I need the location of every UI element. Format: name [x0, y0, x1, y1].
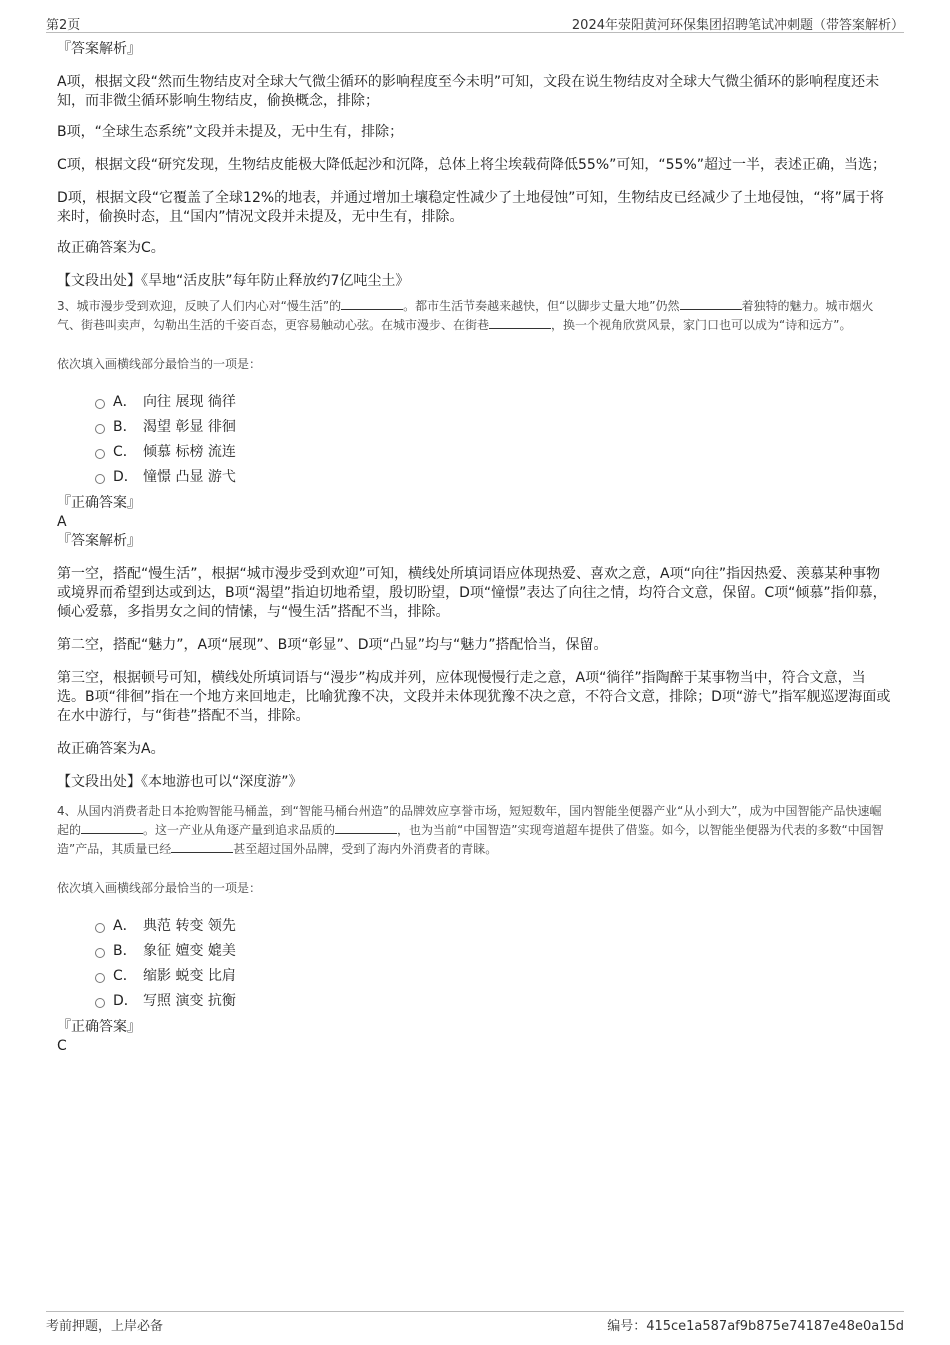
footer-serial: 编号：415ce1a587af9b875e74187e48e0a15d [607, 1319, 904, 1334]
q3-option-c[interactable]: C． 倾慕 标榜 流连 [95, 440, 893, 465]
q3-blank-2 [680, 297, 742, 310]
q4-option-d[interactable]: D． 写照 演变 抗衡 [95, 989, 893, 1014]
q3-stem-part1: 3、城市漫步受到欢迎，反映了人们内心对“慢生活”的 [57, 299, 342, 313]
q3-answer: A [57, 514, 67, 530]
q3-source: 【文段出处】《本地游也可以“深度游”》 [57, 774, 303, 790]
q4-option-a[interactable]: A． 典范 转变 领先 [95, 914, 893, 939]
q3-option-d[interactable]: D． 憧憬 凸显 游弋 [95, 465, 893, 490]
page-number: 第2页 [46, 18, 81, 33]
q2-source: 【文段出处】《旱地“活皮肤”每年防止释放约7亿吨尘土》 [57, 273, 410, 289]
q4-stem-part2: 。这一产业从角逐产量到追求品质的 [143, 823, 336, 837]
q3-conclusion: 故正确答案为A。 [57, 741, 165, 757]
footer-slogan: 考前押题，上岸必备 [46, 1319, 164, 1334]
q2-analysis-d: D项，根据文段“它覆盖了全球12%的地表，并通过增加土壤稳定性减少了土地侵蚀”可知，生物结皮已经减少了土地侵蚀，“将”属于将来时，偷换时态，且“国内”情况文段并未提及，无中生有，排除。 [57, 190, 884, 225]
q2-analysis-c: C项，根据文段“研究发现，生物结皮能极大降低起沙和沉降，总体上将尘埃载荷降低55%”可知，“55%”超过一半，表述正确，当选； [57, 157, 887, 173]
q2-analysis-a: A项，根据文段“然而生物结皮对全球大气微尘循环的影响程度至今未明”可知，文段在说生物结皮对全球大气微尘循环的影响程度还未知，而非微尘循环影响生物结皮，偷换概念，排除； [57, 74, 880, 109]
radio-icon[interactable] [95, 399, 105, 409]
q3-answer-heading: 『正确答案』 [57, 495, 141, 511]
q3-analysis-3: 第三空，根据顿号可知，横线处所填词语与“漫步”构成并列，应体现慢慢行走之意，A项“徜徉”指陶醉于某事物当中，符合文意，当选。B项“徘徊”指在一个地方来回地走，比喻犹豫不决，文段并未体现犹豫不决之意，不符合文意，排除；D项“游弋”指军舰巡逻海面或在水中游行，与“街巷”搭配不当，排除。 [57, 670, 891, 724]
q4-option-b[interactable]: B． 象征 嬗变 媲美 [95, 939, 893, 964]
q4-answer-heading: 『正确答案』 [57, 1019, 141, 1035]
q3-stem [57, 297, 893, 335]
q2-conclusion: 故正确答案为C。 [57, 240, 165, 256]
page-footer [46, 1311, 904, 1336]
q2-analysis-heading: 『答案解析』 [57, 41, 141, 57]
q4-blank-1 [81, 821, 143, 834]
q3-blank-1 [341, 297, 403, 310]
radio-icon[interactable] [95, 973, 105, 983]
radio-icon[interactable] [95, 923, 105, 933]
q3-analysis-2: 第二空，搭配“魅力”，A项“展现”、B项“彰显”、D项“凸显”均与“魅力”搭配恰当，保留。 [57, 637, 608, 653]
q4-stem [57, 802, 893, 859]
radio-icon[interactable] [95, 474, 105, 484]
q3-analysis-heading: 『答案解析』 [57, 533, 141, 549]
q3-analysis-1: 第一空，搭配“慢生活”，根据“城市漫步受到欢迎”可知，横线处所填词语应体现热爱、喜欢之意，A项“向往”指因热爱、羡慕某种事物或境界而希望到达或到达，B项“渴望”指迫切地希望，殷切盼望，D项“憧憬”表达了向往之情，均符合文意，保留。C项“倾慕”指仰慕，倾心爱慕，多指男女之间的情愫，与“慢生活”搭配不当，排除。 [57, 566, 887, 620]
document-title: 2024年荥阳黄河环保集团招聘笔试冲刺题（带答案解析） [571, 18, 904, 33]
q4-option-c[interactable]: C． 缩影 蜕变 比肩 [95, 964, 893, 989]
q3-option-a[interactable]: A． 向往 展现 徜徉 [95, 390, 893, 415]
q4-options [95, 914, 893, 1014]
q3-prompt: 依次填入画横线部分最恰当的一项是： [57, 357, 262, 371]
q4-stem-part4: 甚至超过国外品牌，受到了海内外消费者的青睐。 [233, 842, 498, 856]
radio-icon[interactable] [95, 424, 105, 434]
q4-stem-part3: ，也为当前“中国智造”实现弯道超车提供了借鉴。如今，以智能坐便器为代表的多数“中国智造”产品，其质量已经 [57, 823, 884, 856]
document-body [57, 40, 893, 1056]
q3-stem-part4: ，换一个视角欣赏风景，家门口也可以成为“诗和远方”。 [551, 318, 852, 332]
q2-analysis-b: B项，“全球生态系统”文段并未提及，无中生有，排除； [57, 124, 404, 140]
radio-icon[interactable] [95, 449, 105, 459]
q3-options [95, 390, 893, 490]
q4-prompt: 依次填入画横线部分最恰当的一项是： [57, 881, 262, 895]
q3-stem-part2: 。都市生活节奏越来越快，但“以脚步丈量大地”仍然 [403, 299, 680, 313]
q3-option-b[interactable]: B． 渴望 彰显 徘徊 [95, 415, 893, 440]
q4-blank-3 [171, 840, 233, 853]
radio-icon[interactable] [95, 998, 105, 1008]
q4-stem-part1: 4、从国内消费者赴日本抢购智能马桶盖，到“智能马桶台州造”的品牌效应享誉市场，短短数年，国内智能坐便器产业“从小到大”，成为中国智能产品快速崛起的 [57, 804, 882, 837]
radio-icon[interactable] [95, 948, 105, 958]
q4-answer: C [57, 1038, 67, 1054]
q3-blank-3 [489, 316, 551, 329]
q3-stem-part3: 着独特的魅力。城市烟火气、街巷叫卖声，勾勒出生活的千姿百态，更容易触动心弦。在城市漫步、在街巷 [57, 299, 874, 332]
q4-blank-2 [335, 821, 397, 834]
page-header [46, 12, 904, 33]
